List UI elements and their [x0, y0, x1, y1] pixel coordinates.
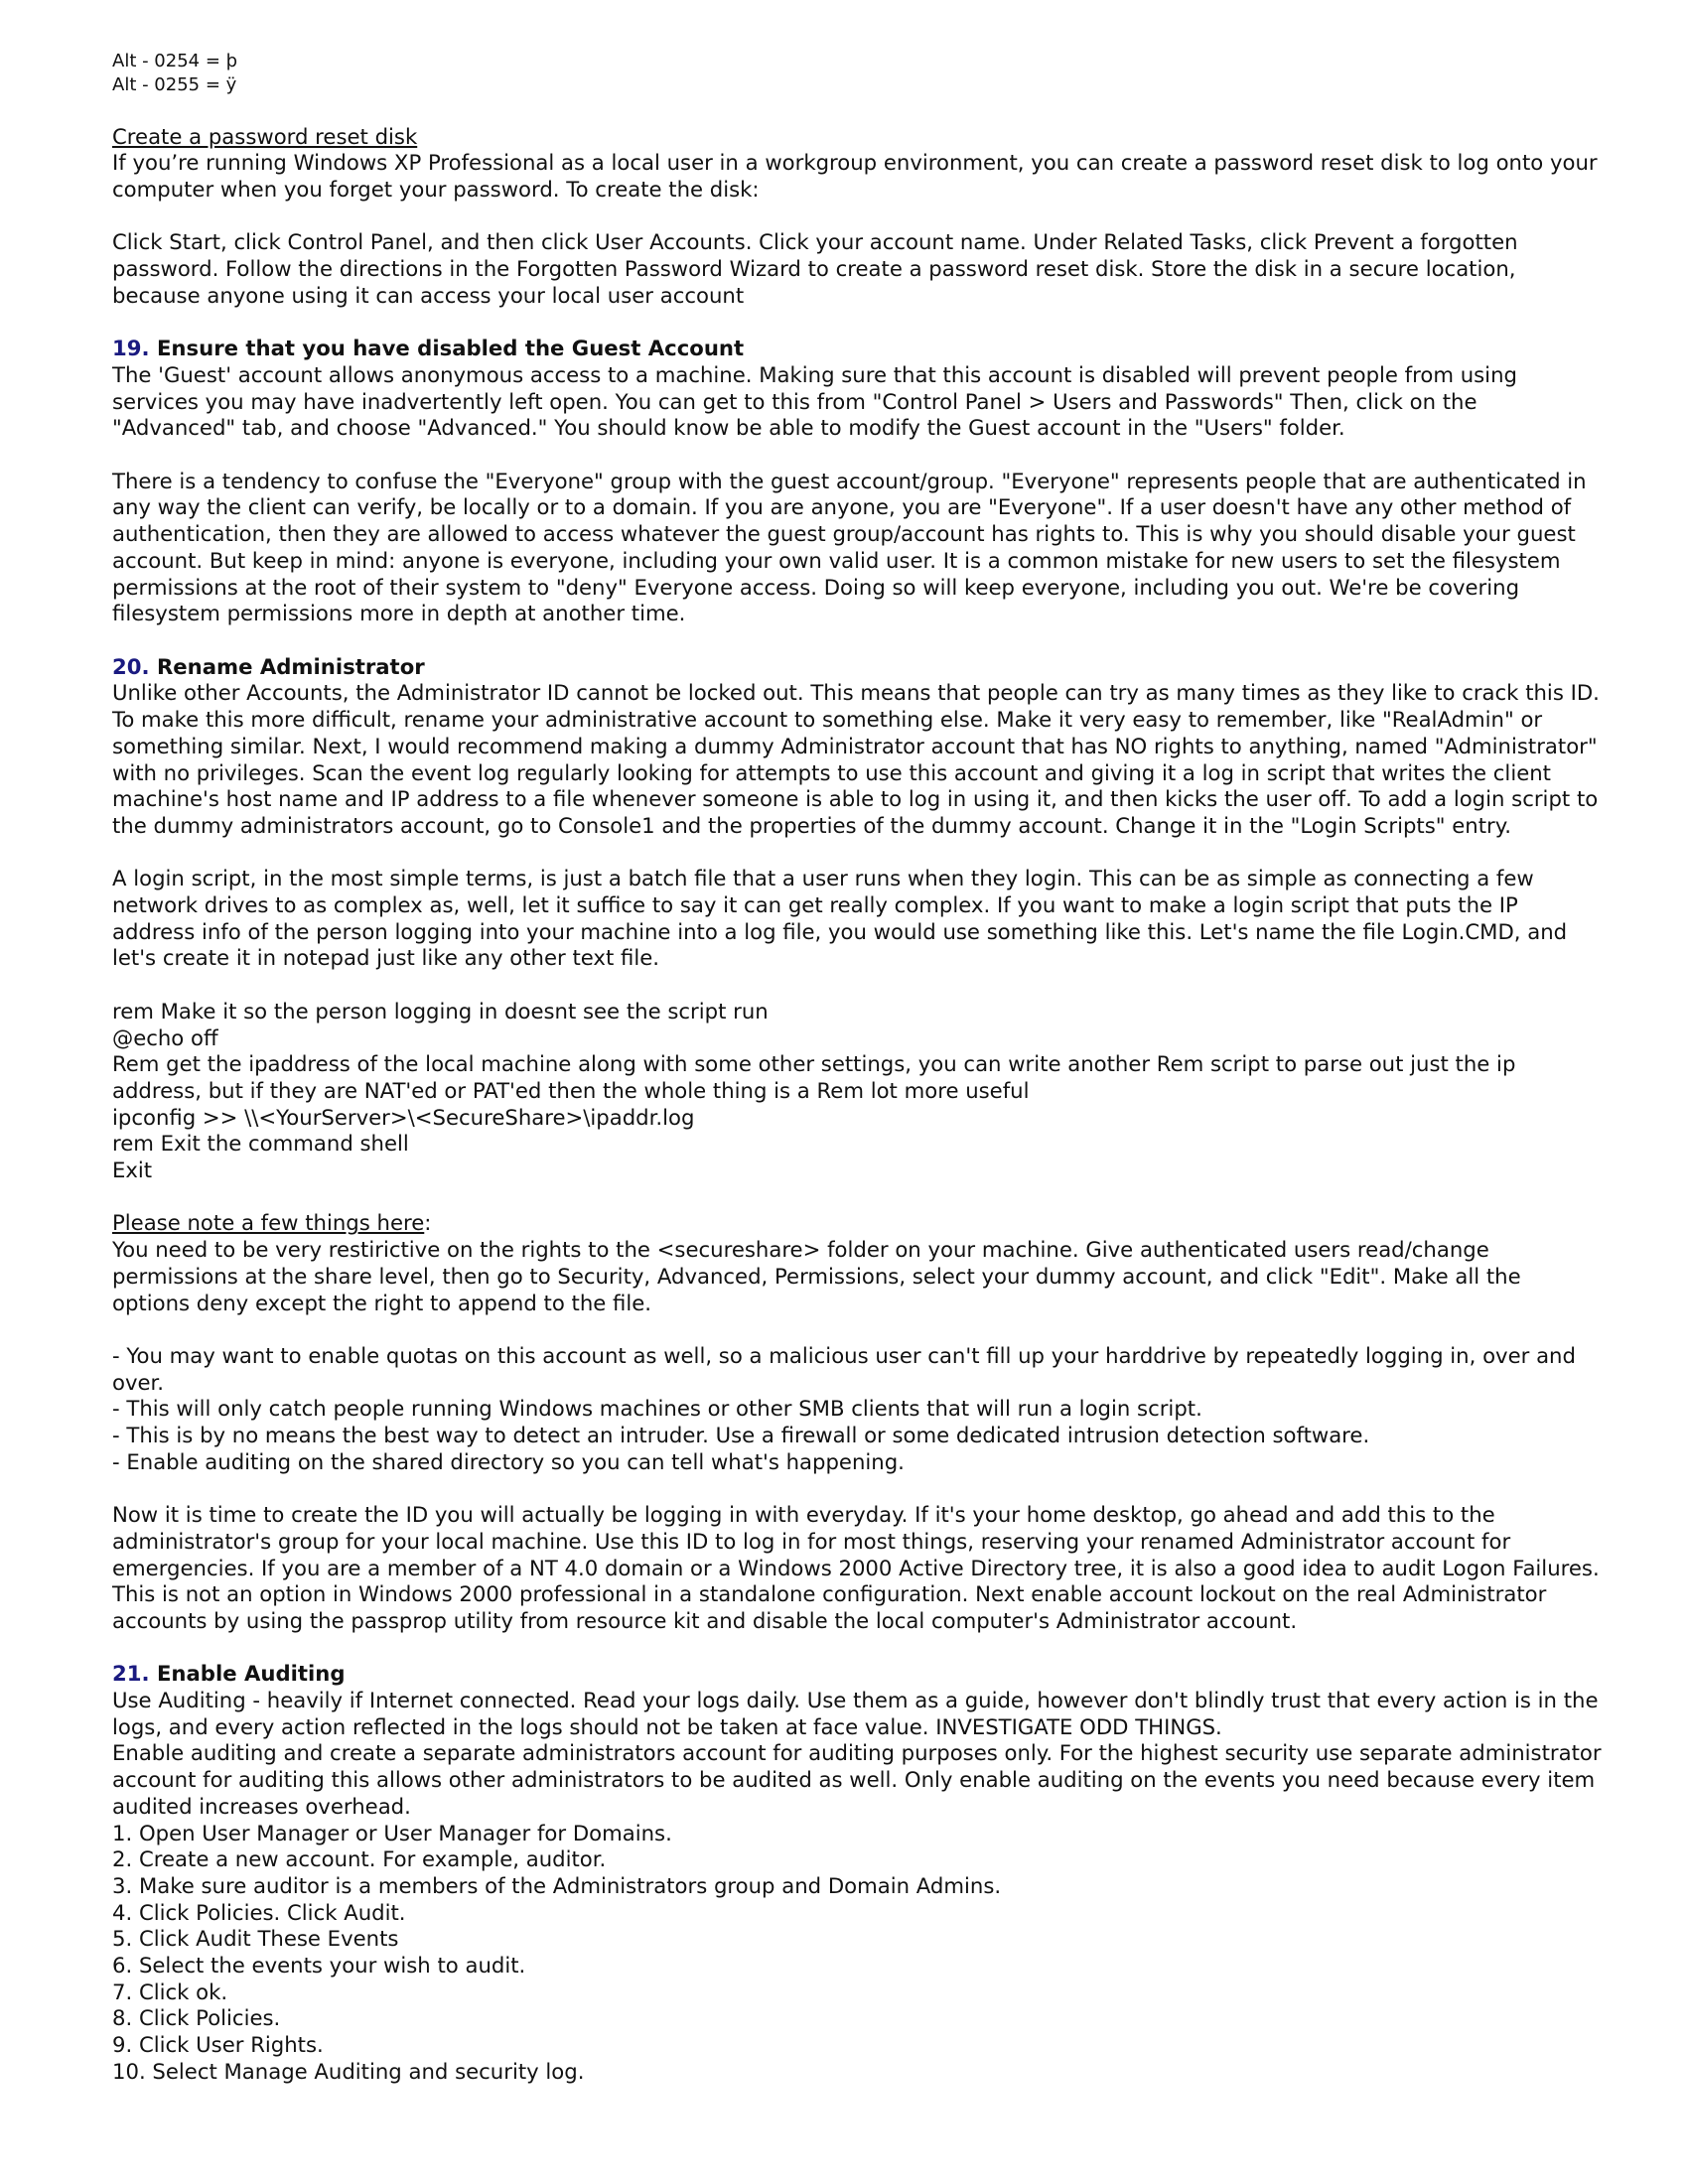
section-title: Ensure that you have disabled the Guest Account: [156, 336, 745, 361]
bullet-item: - Enable auditing on the shared directory so you can tell what's happening.: [112, 1448, 905, 1474]
list-item: 7. Click ok.: [112, 1979, 228, 2004]
reset-disk-intro: If you’re running Windows XP Professional as a local user in a workgroup environment, you can create a password reset disk to log onto your computer when you forget your password. To create the disk:: [112, 150, 1598, 203]
paragraph: Use Auditing - heavily if Internet connected. Read your logs daily. Use them as a guide, however don't blindly trust that every action is in the logs, and every action reflected in the logs should not be taken at face value. INVESTIGATE ODD THINGS.: [112, 1688, 1599, 1739]
note-heading-text: Please note a few things here: [112, 1210, 425, 1236]
reset-disk-steps: Click Start, click Control Panel, and then click User Accounts. Click your account name. Under Related Tasks, click Prevent a forgotten password. Follow the directions in the Forgotten Password Wizard to create a password reset disk. Store the disk in a secure location, because anyone using it can access your local user account: [112, 229, 1518, 308]
alt-code-line: Alt - 0255 = ÿ: [112, 74, 237, 95]
alt-code-line: Alt - 0254 = þ: [112, 51, 238, 71]
paragraph: You need to be very restirictive on the rights to the <secureshare> folder on your machine. Give authenticated users read/change permissions at the share level, then go to Security, Advanced, Permissions, select your dummy account, and click "Edit". Make all the options deny except the right to append to the file.: [112, 1237, 1521, 1315]
section-title: Rename Administrator: [156, 653, 425, 679]
section-number: 20.: [112, 653, 150, 679]
list-item: 6. Select the events your wish to audit.: [112, 1953, 526, 1979]
bullet-item: - This will only catch people running Windows machines or other SMB clients that will run a login script.: [112, 1396, 1202, 1422]
script-line: rem Make it so the person logging in doesnt see the script run: [112, 998, 769, 1024]
document-body: [112, 50, 1602, 2086]
paragraph: Enable auditing and create a separate administrators account for auditing purposes only. For the highest security use separate administrator account for auditing this allows other administrators to be audited as well. Only enable auditing on the events you need because every item audited increases overhead.: [112, 1740, 1602, 1819]
audit-steps-list: [112, 1821, 1602, 2086]
section-20-heading: [112, 654, 1602, 681]
script-line: ipconfig >> \\<YourServer>\<SecureShare>\ipaddr.log: [112, 1104, 695, 1130]
script-line: Rem get the ipaddress of the local machine along with some other settings, you can write another Rem script to parse out just the ip address, but if they are NAT'ed or PAT'ed then the whole thing is a Rem lot more useful: [112, 1051, 1516, 1103]
reset-disk-heading: Create a password reset disk: [112, 123, 418, 149]
bullet-item: - This is by no means the best way to detect an intruder. Use a firewall or some dedicated intrusion detection software.: [112, 1423, 1370, 1448]
script-line: @echo off: [112, 1024, 218, 1050]
script-line: Exit: [112, 1158, 153, 1183]
bullet-item: - You may want to enable quotas on this account as well, so a malicious user can't fill up your harddrive by repeatedly logging in, over and over.: [112, 1342, 1576, 1395]
section-title: Enable Auditing: [156, 1661, 346, 1687]
login-script: [112, 999, 1602, 1184]
note-heading: [112, 1210, 1602, 1237]
paragraph: A login script, in the most simple terms, is just a batch file that a user runs when they login. This can be as simple as connecting a few network drives to as complex as, well, let it suffice to say it can get really complex. If you want to make a login script that puts the IP address info of the person logging into your machine into a log file, you would use something like this. Let's name the file Login.CMD, and let's create it in notepad just like any other text file.: [112, 866, 1568, 971]
list-item: 10. Select Manage Auditing and security log.: [112, 2058, 585, 2084]
list-item: 1. Open User Manager or User Manager for Domains.: [112, 1820, 672, 1845]
list-item: 5. Click Audit These Events: [112, 1926, 399, 1952]
list-item: 2. Create a new account. For example, auditor.: [112, 1846, 607, 1872]
script-line: rem Exit the command shell: [112, 1131, 409, 1157]
section-19-heading: [112, 336, 1602, 362]
paragraph: The 'Guest' account allows anonymous access to a machine. Making sure that this account is disabled will prevent people from using services you may have inadvertently left open. You can get to this from "Control Panel > Users and Passwords" Then, click on the "Advanced" tab, and choose "Advanced." You should know be able to modify the Guest account in the "Users" folder.: [112, 361, 1517, 441]
paragraph: Unlike other Accounts, the Administrator ID cannot be locked out. This means that people can try as many times as they like to crack this ID. To make this more difficult, rename your administrative account to something else. Make it very easy to remember, like "RealAdmin" or something similar. Next, I would recommend making a dummy Administrator account that has NO rights to anything, named "Administrator" with no privileges. Scan the event log regularly looking for attempts to use this account and giving it a log in script that writes the client machine's host name and IP address to a file whenever someone is able to log in using it, and then kicks the user off. To add a login script to the dummy administrators account, go to Console1 and the properties of the dummy account. Change it in the "Login Scripts" entry.: [112, 680, 1600, 838]
list-item: 4. Click Policies. Click Audit.: [112, 1899, 406, 1925]
note-heading-colon: :: [424, 1210, 432, 1236]
list-item: 9. Click User Rights.: [112, 2032, 324, 2058]
list-item: 3. Make sure auditor is a members of the Administrators group and Domain Admins.: [112, 1872, 1002, 1898]
paragraph: Now it is time to create the ID you will actually be logging in with everyday. If it's your home desktop, go ahead and add this to the administrator's group for your local machine. Use this ID to log in for most things, reserving your renamed Administrator account for emergencies. If you are a member of a NT 4.0 domain or a Windows 2000 Active Directory tree, it is also a good idea to audit Logon Failures. This is not an option in Windows 2000 professional in a standalone configuration. Next enable account lockout on the real Administrator accounts by using the passprop utility from resource kit and disable the local computer's Administrator account.: [112, 1502, 1600, 1633]
paragraph: There is a tendency to confuse the "Everyone" group with the guest account/group. "Everyone" represents people that are authenticated in any way the client can verify, be locally or to a domain. If you are anyone, you are "Everyone". If a user doesn't have any other method of authentication, then they are allowed to access whatever the guest group/account has rights to. This is why you should disable your guest account. But keep in mind: anyone is everyone, including your own valid user. It is a common mistake for new users to set the filesystem permissions at the root of their system to "deny" Everyone access. Doing so will keep everyone, including you out. We're be covering filesystem permissions more in depth at another time.: [112, 468, 1587, 626]
section-21-heading: [112, 1661, 1602, 1688]
section-number: 21.: [112, 1661, 150, 1687]
list-item: 8. Click Policies.: [112, 2005, 281, 2031]
section-number: 19.: [112, 336, 150, 361]
